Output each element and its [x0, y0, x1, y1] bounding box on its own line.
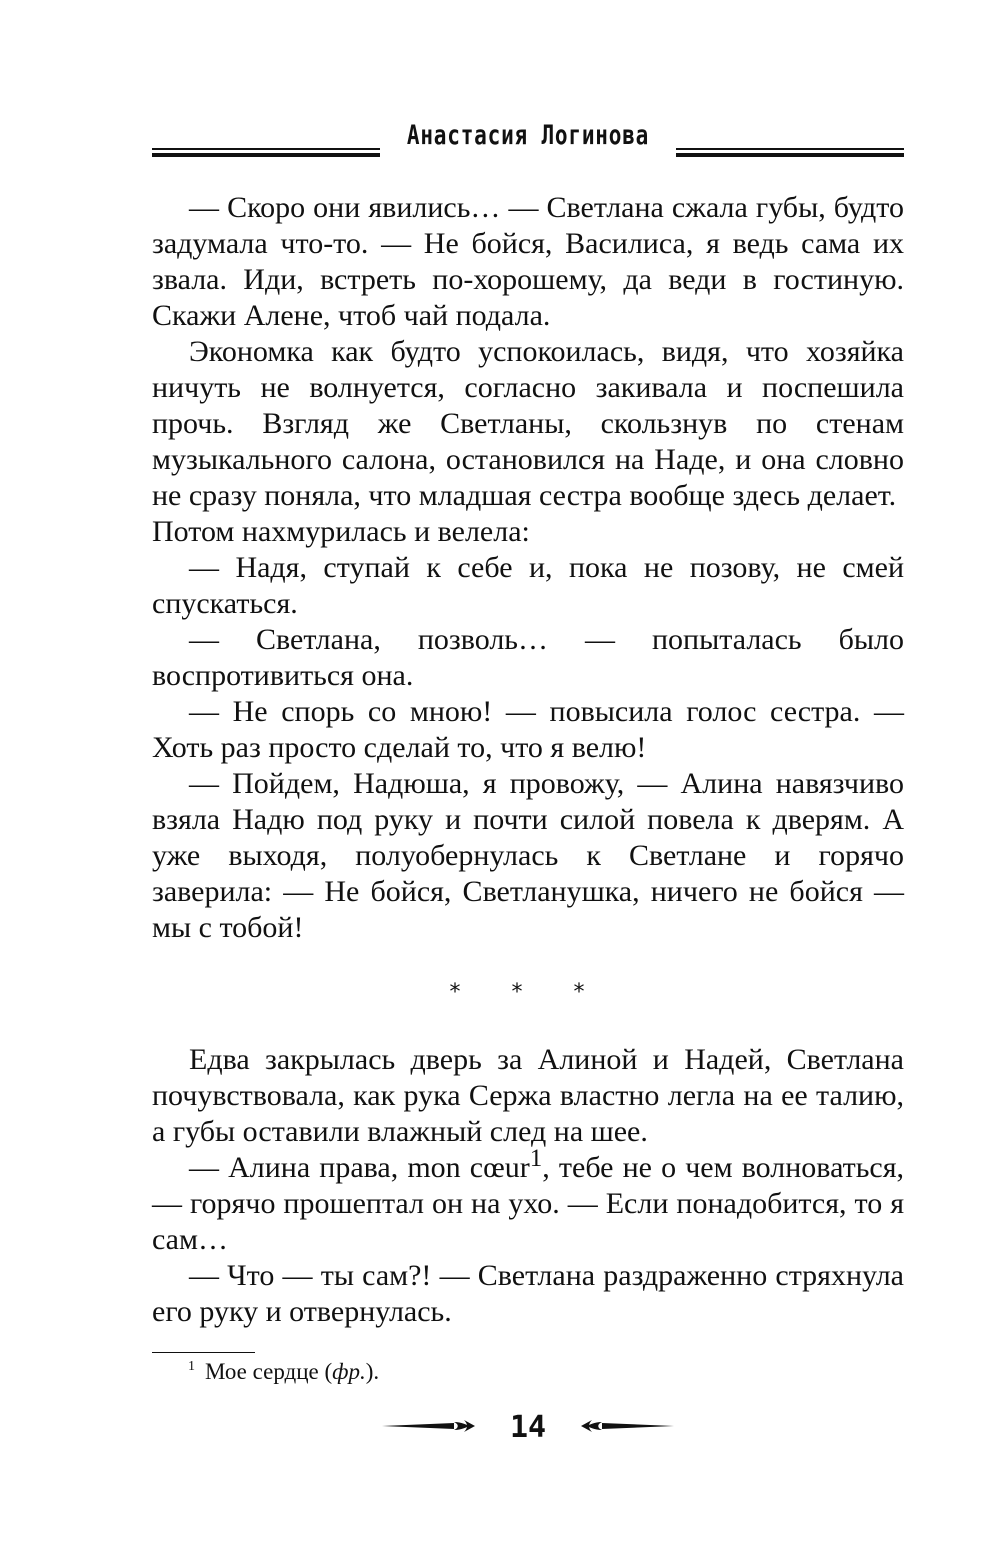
body-text-part-1: [152, 190, 904, 946]
paragraph: — Светлана, позволь… — попыталась было воспротивиться она.: [152, 623, 904, 692]
header-rule-right: [676, 148, 904, 157]
section-break: * * *: [449, 980, 607, 1005]
paragraph-text: — Алина права, mon cœur: [189, 1151, 530, 1184]
footnote-reference: 1: [529, 1145, 543, 1172]
paragraph: — Надя, ступай к себе и, пока не позову, не смей спускаться.: [152, 551, 904, 620]
footnote-text: Мое сердце (: [205, 1359, 333, 1384]
paragraph-text: , тебе не о чем волноваться, — горячо прошептал он на ухо. — Если понадобится, то я сам…: [152, 1151, 905, 1256]
paragraph: — Не спорь со мною! — повысила голос сестра. — Хоть раз просто сделай то, что я велю!: [152, 695, 904, 764]
paragraph: Экономка как будто успокоилась, видя, что хозяйка ничуть не волнуется, согласно закивала и поспешила прочь. Взгляд же Светланы, скользнув по стенам музыкального салона, остановился на Наде, и она словно не сразу поняла, что младшая сестра вообще здесь делает.: [152, 335, 904, 512]
page-number: 14: [509, 1410, 547, 1445]
body-text-part-2: [152, 1042, 904, 1330]
author-name: Анастасия Логинова: [406, 120, 650, 151]
footnote-mark: 1: [188, 1359, 195, 1375]
footnote-text-end: ).: [365, 1359, 380, 1384]
running-header: [152, 120, 904, 164]
right-ornament-icon: [580, 1416, 676, 1436]
paragraph: Потом нахмурилась и велела:: [152, 515, 530, 548]
footnote-rule: [152, 1352, 255, 1353]
footnote: [188, 1357, 379, 1387]
paragraph: — Скоро они явились… — Светлана сжала губы, будто задумала что-то. — Не бойся, Василиса, я ведь сама их звала. Иди, встреть по-хорошему, да веди в гостиную. Скажи Алене, чтоб чай подала.: [152, 191, 904, 332]
folio: [380, 1410, 676, 1446]
footnote-abbreviation: фр.: [332, 1359, 366, 1384]
paragraph: — Пойдем, Надюша, я провожу, — Алина навязчиво взяла Надю под руку и почти силой повела к дверям. А уже выходя, полуобернулась к Светлане и горячо заверила: — Не бойся, Светланушка, ничего не бойся — мы с тобой!: [152, 767, 904, 944]
paragraph: Едва закрылась дверь за Алиной и Надей, Светлана почувствовала, как рука Сержа властно легла на ее талию, а губы оставили влажный след на шее.: [152, 1043, 904, 1148]
paragraph: [152, 1145, 905, 1258]
paragraph: — Что — ты сам?! — Светлана раздраженно стряхнула его руку и отвернулась.: [152, 1259, 904, 1328]
